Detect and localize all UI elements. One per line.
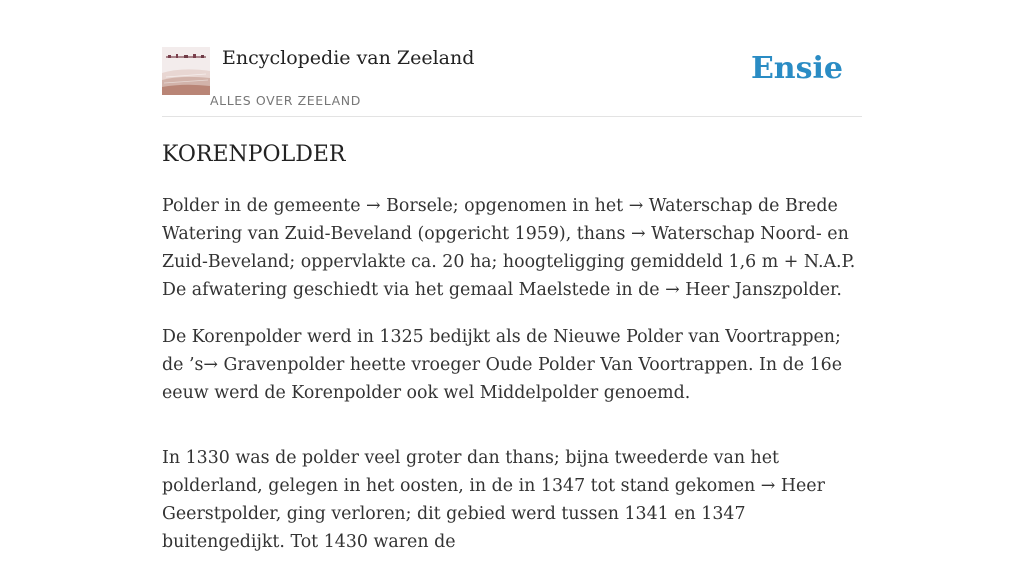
landscape-photo-icon	[162, 47, 210, 95]
text-fragment: ; opgenomen in het	[452, 196, 629, 216]
site-subtitle: ALLES OVER ZEELAND	[210, 93, 361, 108]
link-borsele[interactable]: → Borsele	[366, 196, 453, 216]
link-gravenpolder[interactable]: → Gravenpolder	[203, 355, 345, 375]
text-fragment: In 1330 was de polder veel groter dan thans; bijna tweederde van het polderland, gelegen in het oosten, in de in 1347 tot stand gekomen	[162, 448, 780, 496]
link-heer-geerstpolder[interactable]: → Heer Geerstpolder	[162, 476, 825, 524]
link-waterschap-noord-en-zuid-beveland[interactable]: → Waterschap Noord- en Zuid-Beveland	[162, 224, 849, 272]
text-fragment: Polder in de gemeente	[162, 196, 367, 216]
article-title: KORENPOLDER	[162, 142, 346, 167]
text-fragment: De Korenpolder werd in 1325 bedijkt als de Nieuwe Polder van Voortrappen; de ’s	[162, 327, 841, 375]
site-title[interactable]: Encyclopedie van Zeeland	[222, 47, 475, 69]
article-body	[162, 192, 862, 575]
link-heer-janszpolder[interactable]: → Heer Janszpolder	[665, 280, 837, 300]
article-paragraph-1	[162, 192, 862, 304]
text-fragment: heette vroeger Oude Polder Van Voortrappen. In de 16e eeuw werd de Korenpolder ook wel Middelpolder genoemd.	[162, 355, 843, 403]
article-paragraph-2	[162, 323, 862, 407]
ensie-brand-logo[interactable]: Ensie	[750, 51, 843, 86]
text-fragment: .	[836, 280, 842, 300]
article-paragraph-3	[162, 444, 862, 556]
site-logo-avatar[interactable]	[162, 47, 210, 95]
text-fragment: (opgericht 1959), thans	[411, 224, 631, 244]
page-container	[162, 0, 862, 552]
site-header	[162, 0, 862, 117]
text-fragment: , ging verloren; dit gebied werd tussen 1341 en 1347 buitengedijkt. Tot 1430 waren de	[162, 504, 746, 552]
link-waterschap-brede-watering[interactable]: → Waterschap de Brede Watering van Zuid-Beveland	[162, 196, 838, 244]
text-fragment: ; oppervlakte ca. 20 ha; hoogteligging gemiddeld 1,6 m + N.A.P. De afwatering geschiedt via het gemaal Maelstede in de	[162, 252, 856, 300]
